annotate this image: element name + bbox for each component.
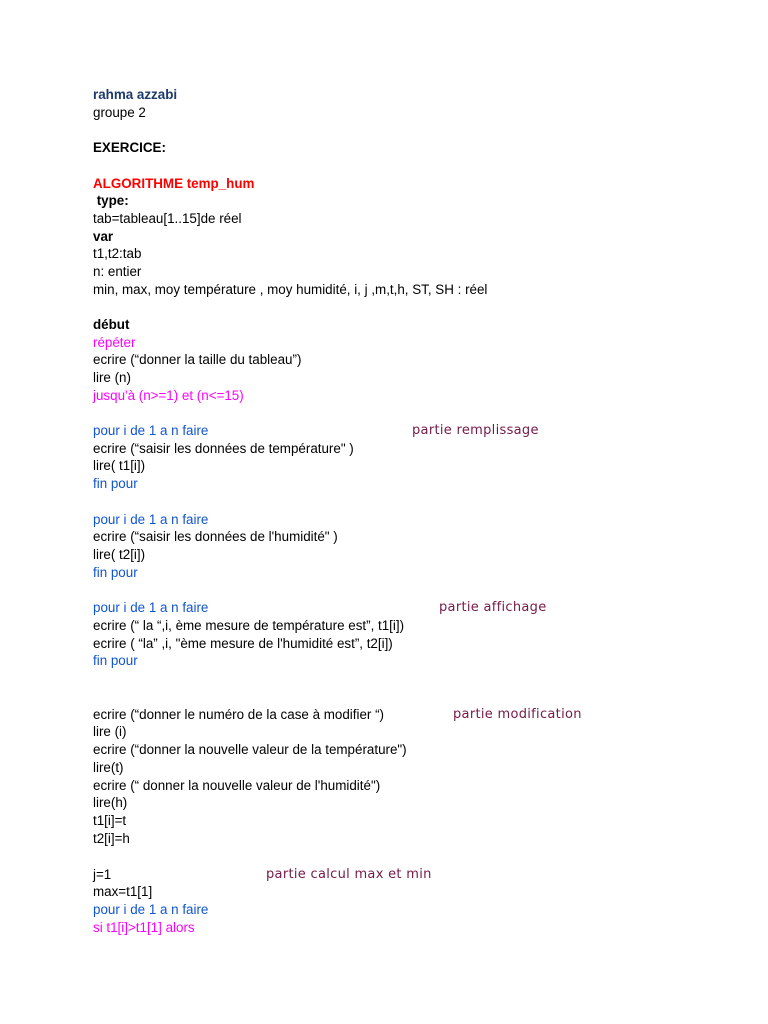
var-reals: min, max, moy température , moy humidité, i, j ,m,t,h, ST, SH : réel (93, 282, 488, 297)
code-line-assign-t2: t2[i]=h (93, 831, 130, 846)
code-line-lire-t1: lire( t1[i]) (93, 458, 146, 473)
code-line-assign-t1: t1[i]=t (93, 813, 127, 828)
note-modification: partie modification (453, 707, 582, 722)
code-line-ecrire-case: ecrire (“donner le numéro de la case à modifier “) (93, 707, 384, 722)
code-line-ecrire-new-temp: ecrire (“donner la nouvelle valeur de la température") (93, 742, 407, 757)
repeter-keyword: répéter (93, 335, 136, 350)
code-line-ecrire-new-hum: ecrire (“ donner la nouvelle valeur de l'humidité") (93, 778, 381, 793)
code-line-afficher-temp: ecrire (“ la “,i, ème mesure de température est”, t1[i]) (93, 618, 405, 633)
code-line-lire-t: lire(t) (93, 760, 124, 775)
var-n: n: entier (93, 264, 142, 279)
note-remplissage: partie remplissage (412, 423, 539, 438)
code-line-lire-n: lire (n) (93, 370, 131, 385)
pour-loop-4: pour i de 1 a n faire (93, 902, 209, 917)
algorithm-title: ALGORITHME temp_hum (93, 176, 255, 191)
pour-loop-1: pour i de 1 a n faire (93, 423, 209, 438)
author-name: rahma azzabi (93, 87, 178, 102)
code-line-lire-i: lire (i) (93, 724, 127, 739)
code-line-ecrire-temp: ecrire (“saisir les données de température" ) (93, 441, 354, 456)
code-line-max: max=t1[1] (93, 884, 153, 899)
debut-keyword: début (93, 317, 130, 332)
fin-pour-2: fin pour (93, 565, 138, 580)
code-line-lire-h: lire(h) (93, 795, 128, 810)
fin-pour-1: fin pour (93, 476, 138, 491)
pour-loop-2: pour i de 1 a n faire (93, 512, 209, 527)
code-line-ecrire-hum: ecrire (“saisir les données de l'humidité" ) (93, 529, 338, 544)
var-keyword: var (93, 229, 114, 244)
note-affichage: partie affichage (439, 600, 547, 615)
code-line-lire-t2: lire( t2[i]) (93, 547, 146, 562)
var-tables: t1,t2:tab (93, 246, 142, 261)
type-keyword: type: (93, 193, 129, 208)
jusqua-condition: jusqu'à (n>=1) et (n<=15) (93, 388, 244, 403)
note-calcul: partie calcul max et min (266, 867, 432, 882)
fin-pour-3: fin pour (93, 653, 138, 668)
si-condition: si t1[i]>t1[1] alors (93, 920, 195, 935)
type-declaration: tab=tableau[1..15]de réel (93, 211, 242, 226)
pour-loop-3: pour i de 1 a n faire (93, 600, 209, 615)
code-line-j: j=1 (93, 867, 112, 882)
exercise-heading: EXERCICE: (93, 140, 166, 155)
code-line-afficher-hum: ecrire ( “la” ,i, "ème mesure de l'humidité est”, t2[i]) (93, 636, 393, 651)
group-label: groupe 2 (93, 105, 146, 120)
code-line-ecrire-taille: ecrire (“donner la taille du tableau”) (93, 352, 302, 367)
